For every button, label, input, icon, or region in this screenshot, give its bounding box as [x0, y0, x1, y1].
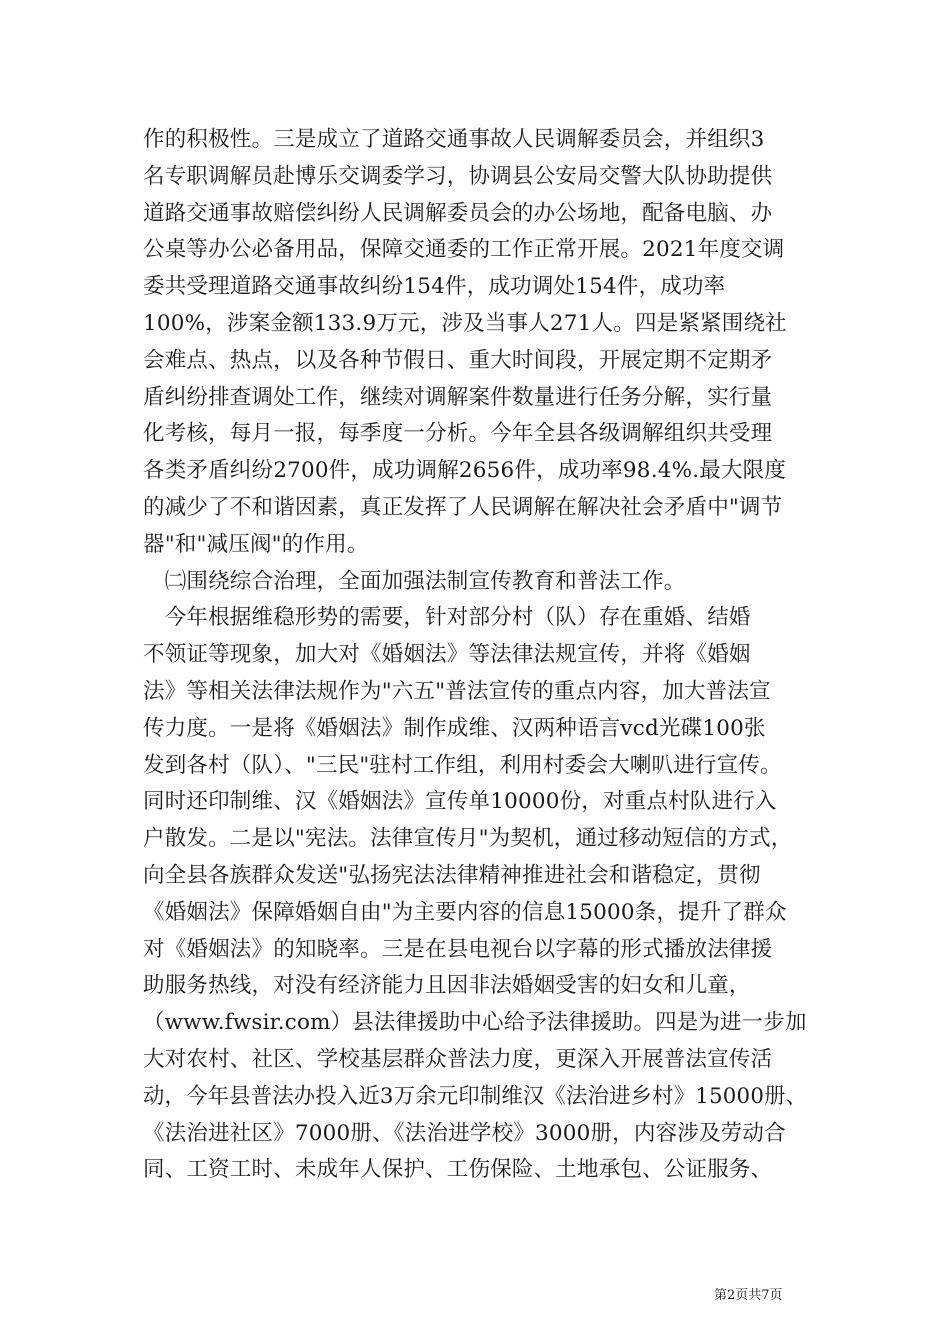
- text-line: 器"和"减压阀"的作用。: [143, 531, 369, 557]
- text-line: 化考核，每月一报，每季度一分析。今年全县各级调解组织共受理: [143, 421, 773, 447]
- text-line: 委共受理道路交通事故纠纷154件，成功调处154件，成功率: [143, 274, 726, 300]
- text-line: 公桌等办公必备用品，保障交通委的工作正常开展。2021年度交调: [143, 237, 785, 263]
- text-line: 法》等相关法律法规作为"六五"普法宣传的重点内容，加大普法宣: [143, 679, 771, 704]
- text-line: 作的积极性。三是成立了道路交通事故人民调解委员会，并组织3: [143, 127, 765, 152]
- text-line: 《婚姻法》保障婚姻自由"为主要内容的信息15000条，提升了群众: [143, 899, 787, 925]
- text-line: 会难点、热点，以及各种节假日、重大时间段，开展定期不定期矛: [143, 347, 773, 373]
- text-line: （www.fwsir.com）县法律援助中心给予法律援助。四是为进一步加: [143, 1010, 807, 1036]
- text-line: 今年根据维稳形势的需要，针对部分村（队）存在重婚、结婚: [143, 605, 751, 631]
- text-line: 道路交通事故赔偿纠纷人民调解委员会的办公场地，配备电脑、办: [143, 200, 773, 226]
- text-line: 《法治进社区》7000册、《法治进学校》3000册，内容涉及劳动合: [143, 1120, 786, 1146]
- text-line: 助服务热线，对没有经济能力且因非法婚姻受害的妇女和儿童，: [143, 973, 751, 999]
- text-line: 动，今年县普法办投入近3万余元印制维汉《法治进乡村》15000册、: [143, 1083, 808, 1109]
- page-number: 第2页共7页: [714, 1288, 783, 1303]
- text-line: ㈡围绕综合治理，全面加强法制宣传教育和普法工作。: [143, 568, 686, 594]
- text-line: 各类矛盾纠纷2700件，成功调解2656件，成功率98.4%.最大限度: [143, 458, 787, 484]
- text-line: 100%，涉案金额133.9万元，涉及当事人271人。四是紧紧围绕社: [143, 311, 787, 336]
- text-line: 大对农村、社区、学校基层群众普法力度，更深入开展普法宣传活: [143, 1047, 773, 1072]
- text-line: 传力度。一是将《婚姻法》制作成维、汉两种语言vcd光碟100张: [143, 715, 766, 741]
- text-line: 户散发。二是以"宪法。法律宣传月"为契机，通过移动短信的方式，: [143, 826, 793, 852]
- text-line: 同、工资工时、未成年人保护、工伤保险、土地承包、公证服务、: [143, 1157, 773, 1183]
- text-line: 向全县各族群众发送"弘扬宪法法律精神推进社会和谐稳定，贯彻: [143, 863, 761, 888]
- text-line: 盾纠纷排查调处工作，继续对调解案件数量进行任务分解，实行量: [143, 384, 773, 410]
- text-line: 对《婚姻法》的知晓率。三是在县电视台以字幕的形式播放法律援: [143, 936, 773, 962]
- text-line: 的减少了不和谐因素，真正发挥了人民调解在解决社会矛盾中"调节: [143, 495, 783, 520]
- text-line: 名专职调解员赴博乐交调委学习，协调县公安局交警大队协助提供: [143, 163, 773, 189]
- text-line: 同时还印制维、汉《婚姻法》宣传单10000份，对重点村队进行入: [143, 789, 777, 815]
- text-line: 不领证等现象，加大对《婚姻法》等法律法规宣传，并将《婚姻: [143, 642, 751, 668]
- text-line: 发到各村（队）、"三民"驻村工作组，利用村委会大喇叭进行宣传。: [143, 752, 782, 778]
